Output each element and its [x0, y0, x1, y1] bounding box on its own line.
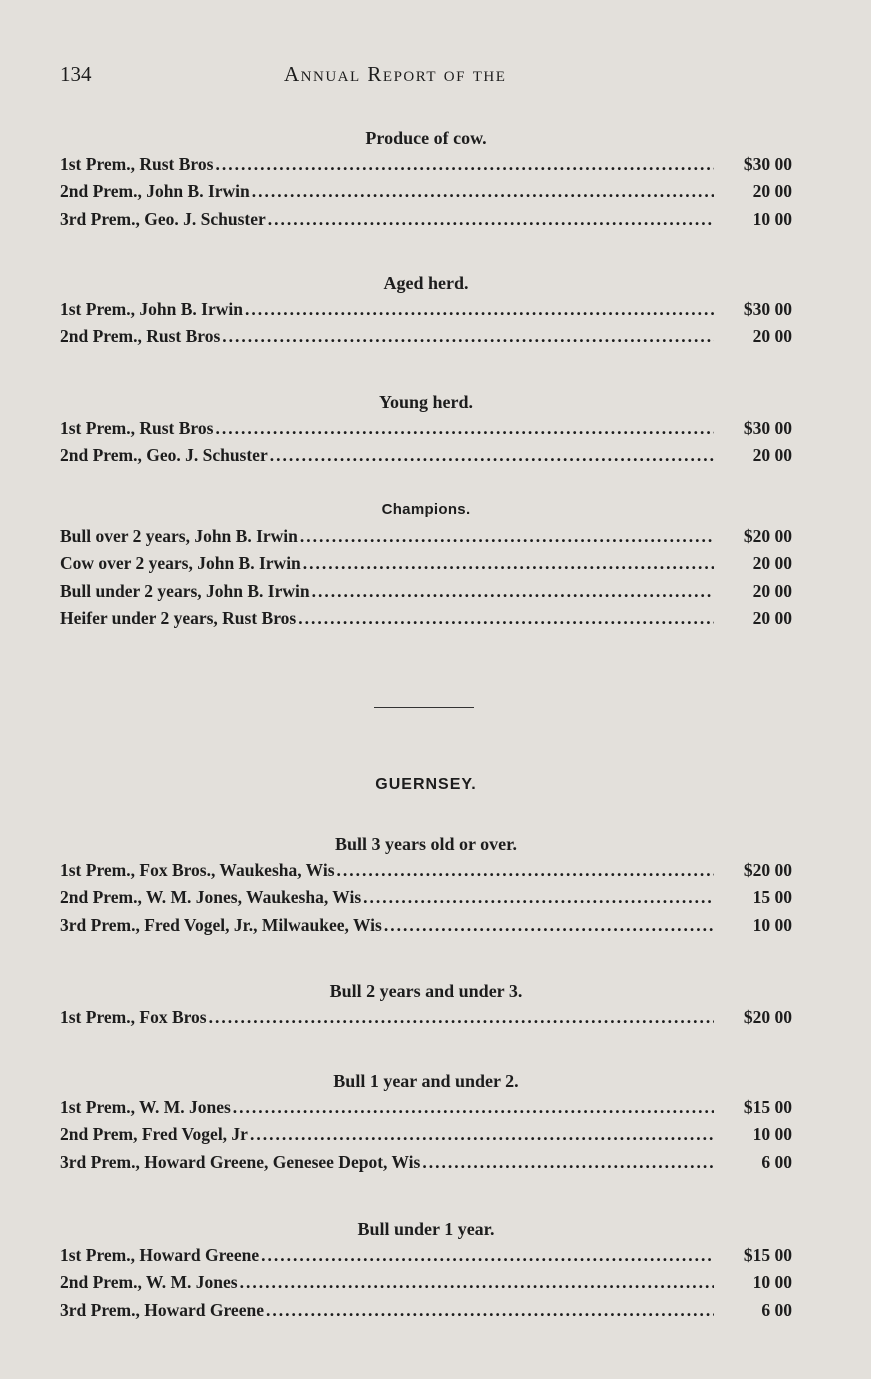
entry-amount: 20 00	[752, 553, 792, 574]
entry-amount: 10 00	[752, 208, 792, 229]
section-aged-herd	[60, 270, 792, 351]
premium-entry	[60, 857, 792, 884]
entry-amount: 20 00	[752, 608, 792, 629]
dot-leader	[384, 912, 714, 939]
premium-entry	[60, 1297, 792, 1324]
premium-entry	[60, 523, 792, 550]
entry-label: 1st Prem., John B. Irwin	[60, 299, 243, 319]
dot-leader	[222, 323, 714, 350]
premium-entry	[60, 1149, 792, 1176]
section-champions	[60, 497, 792, 633]
entry-amount: $20 00	[743, 860, 792, 880]
dot-leader	[303, 550, 714, 577]
section-young-herd	[60, 389, 792, 470]
entry-label: 2nd Prem, Fred Vogel, Jr	[60, 1124, 248, 1145]
entry-label: 1st Prem., Rust Bros	[60, 418, 214, 438]
entry-amount: $20 00	[743, 526, 792, 546]
page-header	[60, 62, 800, 92]
section-heading: Aged herd.	[383, 273, 469, 293]
premium-entry	[60, 1094, 792, 1121]
entry-amount: $15 00	[743, 1245, 792, 1265]
dot-leader	[298, 605, 714, 632]
premium-entry	[60, 178, 792, 205]
entry-amount: $30 00	[743, 418, 792, 438]
dot-leader	[233, 1094, 714, 1121]
dot-leader	[268, 206, 714, 233]
entry-label: 1st Prem., Rust Bros	[60, 154, 214, 174]
dot-leader	[250, 1121, 714, 1148]
section-bull-under-1-year	[60, 1216, 792, 1324]
entry-amount: 20 00	[752, 580, 792, 601]
dot-leader	[215, 151, 714, 178]
breed-title: GUERNSEY.	[375, 776, 477, 793]
entry-label: 3rd Prem., Howard Greene	[60, 1299, 264, 1320]
premium-entry	[60, 550, 792, 577]
entry-label: Cow over 2 years, John B. Irwin	[60, 553, 301, 574]
entry-label: Bull over 2 years, John B. Irwin	[60, 526, 298, 546]
dot-leader	[422, 1149, 714, 1176]
entry-amount: $20 00	[743, 1007, 792, 1027]
page-number: 134	[60, 62, 92, 86]
dot-leader	[209, 1004, 714, 1031]
premium-entry	[60, 912, 792, 939]
dot-leader	[215, 415, 714, 442]
entry-amount: $30 00	[743, 154, 792, 174]
section-heading: Champions.	[381, 501, 471, 518]
premium-entry	[60, 296, 792, 323]
dot-leader	[300, 523, 714, 550]
dot-leader	[337, 857, 714, 884]
premium-entry	[60, 206, 792, 233]
premium-entry	[60, 415, 792, 442]
entry-amount: $30 00	[743, 299, 792, 319]
entry-amount: 10 00	[752, 1124, 792, 1145]
entry-amount: $15 00	[743, 1097, 792, 1117]
entry-label: 1st Prem., Fox Bros	[60, 1007, 207, 1027]
dot-leader	[240, 1269, 714, 1296]
entry-label: Heifer under 2 years, Rust Bros	[60, 608, 297, 629]
entry-label: 2nd Prem., W. M. Jones, Waukesha, Wis	[60, 887, 362, 908]
entry-amount: 15 00	[752, 887, 792, 908]
premium-entry	[60, 884, 792, 911]
section-heading: Bull under 1 year.	[357, 1219, 495, 1239]
entry-label: 3rd Prem., Geo. J. Schuster	[60, 208, 266, 229]
section-heading: Bull 2 years and under 3.	[329, 981, 523, 1001]
entry-amount: 6 00	[761, 1299, 792, 1320]
section-bull-1-year	[60, 1068, 792, 1176]
entry-label: 2nd Prem., Rust Bros	[60, 326, 221, 347]
dot-leader	[312, 578, 714, 605]
entry-label: 2nd Prem., Geo. J. Schuster	[60, 445, 268, 466]
entry-amount: 10 00	[752, 914, 792, 935]
entry-label: 2nd Prem., W. M. Jones	[60, 1272, 238, 1293]
section-heading: Produce of cow.	[365, 128, 487, 148]
premium-entry	[60, 605, 792, 632]
dot-leader	[245, 296, 714, 323]
premium-entry	[60, 1269, 792, 1296]
premium-entry	[60, 1004, 792, 1031]
premium-entry	[60, 323, 792, 350]
premium-entry	[60, 578, 792, 605]
dot-leader	[266, 1297, 714, 1324]
entry-label: 2nd Prem., John B. Irwin	[60, 181, 250, 202]
entry-amount: 20 00	[752, 181, 792, 202]
entry-label: Bull under 2 years, John B. Irwin	[60, 580, 310, 601]
section-bull-3-years	[60, 831, 792, 939]
entry-amount: 10 00	[752, 1272, 792, 1293]
dot-leader	[363, 884, 714, 911]
section-heading: Bull 1 year and under 2.	[333, 1071, 519, 1091]
entry-amount: 20 00	[752, 445, 792, 466]
entry-label: 1st Prem., Howard Greene	[60, 1245, 260, 1265]
section-produce-of-cow	[60, 125, 792, 233]
premium-entry	[60, 442, 792, 469]
section-divider	[374, 707, 474, 708]
entry-label: 1st Prem., Fox Bros., Waukesha, Wis	[60, 860, 335, 880]
running-title: Annual Report of the	[284, 62, 507, 86]
entry-label: 3rd Prem., Howard Greene, Genesee Depot, Wis	[60, 1151, 421, 1172]
section-bull-2-years	[60, 978, 792, 1031]
entry-label: 1st Prem., W. M. Jones	[60, 1097, 231, 1117]
dot-leader	[261, 1242, 714, 1269]
premium-entry	[60, 1121, 792, 1148]
entry-amount: 20 00	[752, 326, 792, 347]
section-heading: Young herd.	[378, 392, 474, 412]
entry-amount: 6 00	[761, 1151, 792, 1172]
section-heading: Bull 3 years old or over.	[334, 834, 517, 854]
dot-leader	[252, 178, 714, 205]
premium-entry	[60, 1242, 792, 1269]
entry-label: 3rd Prem., Fred Vogel, Jr., Milwaukee, Wis	[60, 914, 382, 935]
dot-leader	[270, 442, 714, 469]
premium-entry	[60, 151, 792, 178]
